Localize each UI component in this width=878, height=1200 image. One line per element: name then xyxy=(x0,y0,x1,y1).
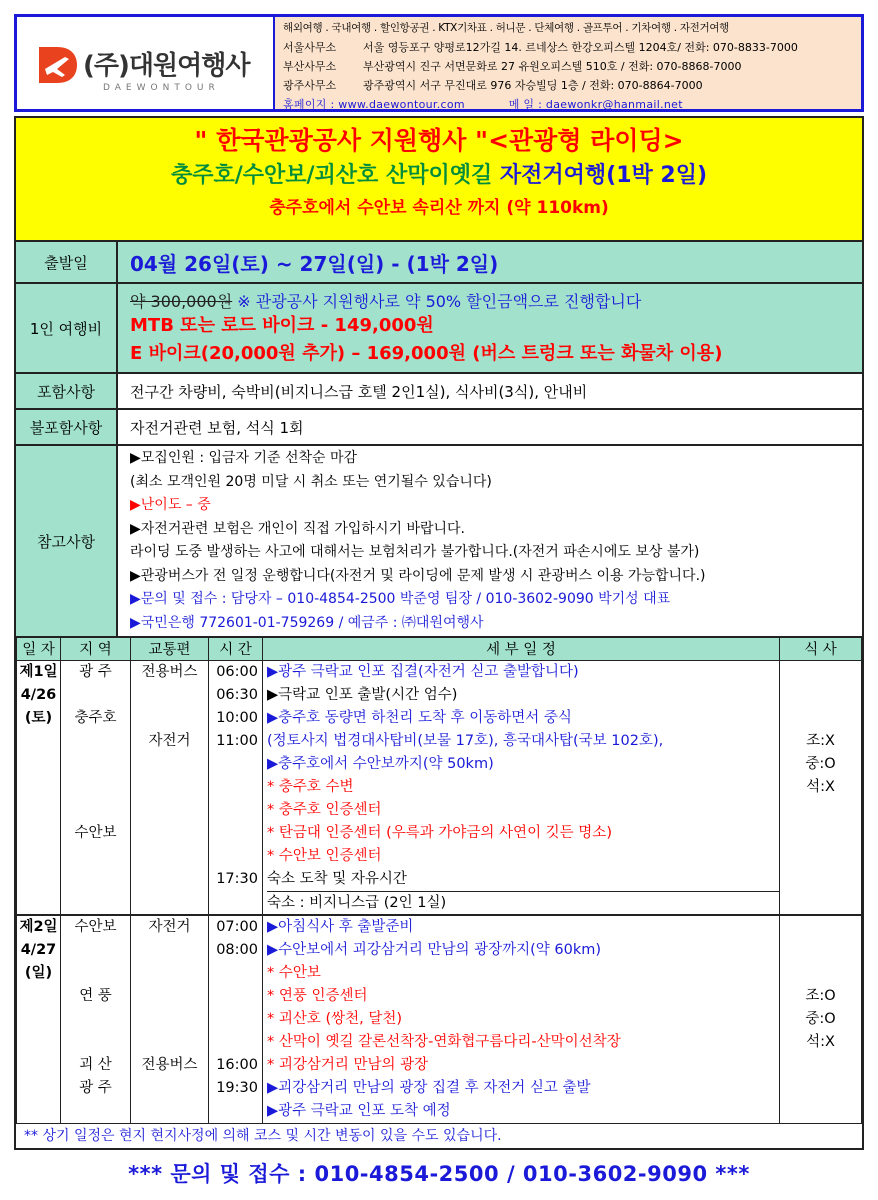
price-mtb: MTB 또는 로드 바이크 - 149,000원 xyxy=(130,314,434,336)
note-line: ▶모집인원 : 입금자 기준 선착순 마감 xyxy=(130,450,358,466)
web-contact xyxy=(283,95,853,114)
include-value: 전구간 차량비, 숙박비(비지니스급 호텔 2인1실), 식사비(3식), 안내비 xyxy=(130,382,588,401)
include-label: 포함사항 xyxy=(16,374,118,408)
schedule-item: * 연풍 인증센터 xyxy=(267,987,368,1004)
exclude-value: 자전거관련 보험, 석식 1회 xyxy=(130,418,304,437)
accommodation: 숙소 : 비지니스급 (2인 1실) xyxy=(267,891,779,914)
tour-flyer xyxy=(14,116,864,1150)
note-line: ▶문의 및 접수 : 담당자 – 010-4854-2500 박준영 팀장 / 010-3602-9090 박기성 대표 xyxy=(130,591,671,607)
schedule-item: * 산막이 옛길 갈론선착장-연화협구름다리-산막이선착장 xyxy=(267,1033,621,1050)
price-original: 약 300,000원 ※ 관광공사 지원행사로 약 50% 할인금액으로 진행합니다 xyxy=(130,291,642,311)
email-link[interactable]: 메 일 : daewonkr@hanmail.net xyxy=(508,98,683,111)
event-title: " 한국관광공사 지원행사 "<관광형 라이딩> xyxy=(194,126,684,155)
schedule-item: * 괴산호 (쌍천, 달천) xyxy=(267,1010,403,1027)
day1-meals: 조:X 중:O 석:X xyxy=(780,660,862,915)
day2-details xyxy=(263,915,780,1123)
tour-title: 충주호/수안보/괴산호 산막이옛길 자전거여행(1박 2일) xyxy=(170,163,708,188)
day2-regions: 수안보 연 풍 괴 산 광 주 xyxy=(61,915,131,1123)
note-line: 라이딩 도중 발생하는 사고에 대해서는 보험처리가 불가합니다.(자전거 파손시에도 보상 불가) xyxy=(130,544,700,560)
company-name: (주)대원여행사 xyxy=(83,51,250,81)
price-row xyxy=(16,284,862,374)
note-line: (최소 모객인원 20명 미달 시 취소 또는 연기될수 있습니다) xyxy=(130,473,492,490)
price-ebike: E 바이크(20,000원 추가) – 169,000원 (버스 트렁크 또는 화물차 이용) xyxy=(130,342,723,364)
exclude-row xyxy=(16,410,862,446)
company-name-en: DAEWONTOUR xyxy=(103,83,220,93)
schedule-item: (정토사지 법경대사탑비(보물 17호), 흥국대사탑(국보 102호), xyxy=(267,732,664,749)
schedule-item: ▶광주 극락교 인포 집결(자전거 싣고 출발합니다) xyxy=(267,663,579,680)
day2-date: 제2일 4/27 (일) xyxy=(17,915,61,1123)
day1-details xyxy=(263,660,780,915)
day1-date: 제1일 4/26 (토) xyxy=(17,660,61,915)
company-logo xyxy=(17,17,275,109)
schedule-header: 일 자 지 역 교통편 시 간 세 부 일 정 식 사 xyxy=(17,638,862,660)
schedule-item: * 충주호 인증센터 xyxy=(267,801,382,818)
title-banner xyxy=(16,118,862,242)
schedule-item: 숙소 도착 및 자유시간 xyxy=(267,870,407,887)
schedule-table xyxy=(16,638,862,1123)
office-seoul: 서울사무소 서울 영등포구 양평로12가길 14. 르네상스 한강오피스텔 1204호/ 전화: 070-8833-7000 xyxy=(283,41,798,54)
departure-row xyxy=(16,242,862,284)
schedule-item: ▶극락교 인포 출발(시간 엄수) xyxy=(267,686,458,703)
route-subtitle: 충주호에서 수안보 속리산 까지 (약 110km) xyxy=(269,198,609,218)
day2-transport: 자전거 전용버스 xyxy=(131,915,209,1123)
schedule-item: ▶광주 극락교 인포 도착 예정 xyxy=(267,1102,451,1119)
schedule-item: ▶수안보에서 괴강삼거리 만남의 광장까지(약 60km) xyxy=(267,941,601,958)
schedule-item: * 수안보 인증센터 xyxy=(267,847,382,864)
schedule-item: * 충주호 수변 xyxy=(267,778,354,795)
departure-label: 출발일 xyxy=(16,242,118,282)
day2-meals: 조:O 중:O 석:X xyxy=(780,915,862,1123)
day2-times: 07:00 08:00 16:00 19:30 xyxy=(209,915,263,1123)
note-line: ▶관광버스가 전 일정 운행합니다(자전거 및 라이딩에 문제 발생 시 관광버스 이용 가능합니다.) xyxy=(130,567,706,584)
office-busan: 부산사무소 부산광역시 진구 서면문화로 27 유원오피스텔 510호 / 전화: 070-8868-7000 xyxy=(283,60,742,73)
schedule-item: * 괴강삼거리 만남의 광장 xyxy=(267,1056,429,1073)
schedule-item: ▶충주호에서 수안보까지(약 50km) xyxy=(267,755,494,772)
airplane-logo-icon xyxy=(35,43,79,87)
day1-times: 06:00 06:30 10:00 11:00 17:30 xyxy=(209,660,263,915)
departure-value: 04월 26일(토) ~ 27일(일) - (1박 2일) xyxy=(118,242,862,282)
schedule-item: ▶아침식사 후 출발준비 xyxy=(267,918,414,935)
schedule-item: * 탄금대 인증센터 (우륵과 가야금의 사연이 깃든 명소) xyxy=(267,824,612,841)
note-line: ▶국민은행 772601-01-759269 / 예금주 : ㈜대원여행사 xyxy=(130,614,484,631)
homepage-link[interactable]: 홈페이지 : www.daewontour.com xyxy=(283,98,465,111)
notes-row xyxy=(16,446,862,638)
schedule-item: * 수안보 xyxy=(267,964,321,981)
services-list: 해외여행 . 국내여행 . 할인항공권 . KTX기차표 . 허니문 . 단체여행 . 골프투어 . 기차여행 . 자전거여행 xyxy=(283,22,730,34)
bottom-contact: *** 문의 및 접수 : 010-4854-2500 / 010-3602-9090 *** xyxy=(128,1162,750,1186)
day2-row xyxy=(17,915,862,1123)
office-gwangju: 광주사무소 광주광역시 서구 무진대로 976 자승빌딩 1층 / 전화: 070-8864-7000 xyxy=(283,79,703,92)
day1-transport: 전용버스 자전거 xyxy=(131,660,209,915)
schedule-item: ▶충주호 동량면 하천리 도착 후 이동하면서 중식 xyxy=(267,709,572,726)
note-line: ▶자전거관련 보험은 개인이 직접 가입하시기 바랍니다. xyxy=(130,520,465,537)
company-header xyxy=(14,14,864,112)
day1-row xyxy=(17,660,862,915)
contact-info xyxy=(275,17,861,109)
day1-regions: 광 주 충주호 수안보 xyxy=(61,660,131,915)
include-row xyxy=(16,374,862,410)
exclude-label: 불포함사항 xyxy=(16,410,118,444)
schedule-footnote: ** 상기 일정은 현지 현지사정에 의해 코스 및 시간 변동이 있을 수도 있습니다. xyxy=(16,1123,862,1148)
note-line: ▶난이도 – 중 xyxy=(130,497,211,513)
price-label: 1인 여행비 xyxy=(16,284,118,372)
notes-label: 참고사항 xyxy=(16,446,118,636)
schedule-item: ▶괴강삼거리 만남의 광장 집결 후 자전거 싣고 출발 xyxy=(267,1079,591,1096)
